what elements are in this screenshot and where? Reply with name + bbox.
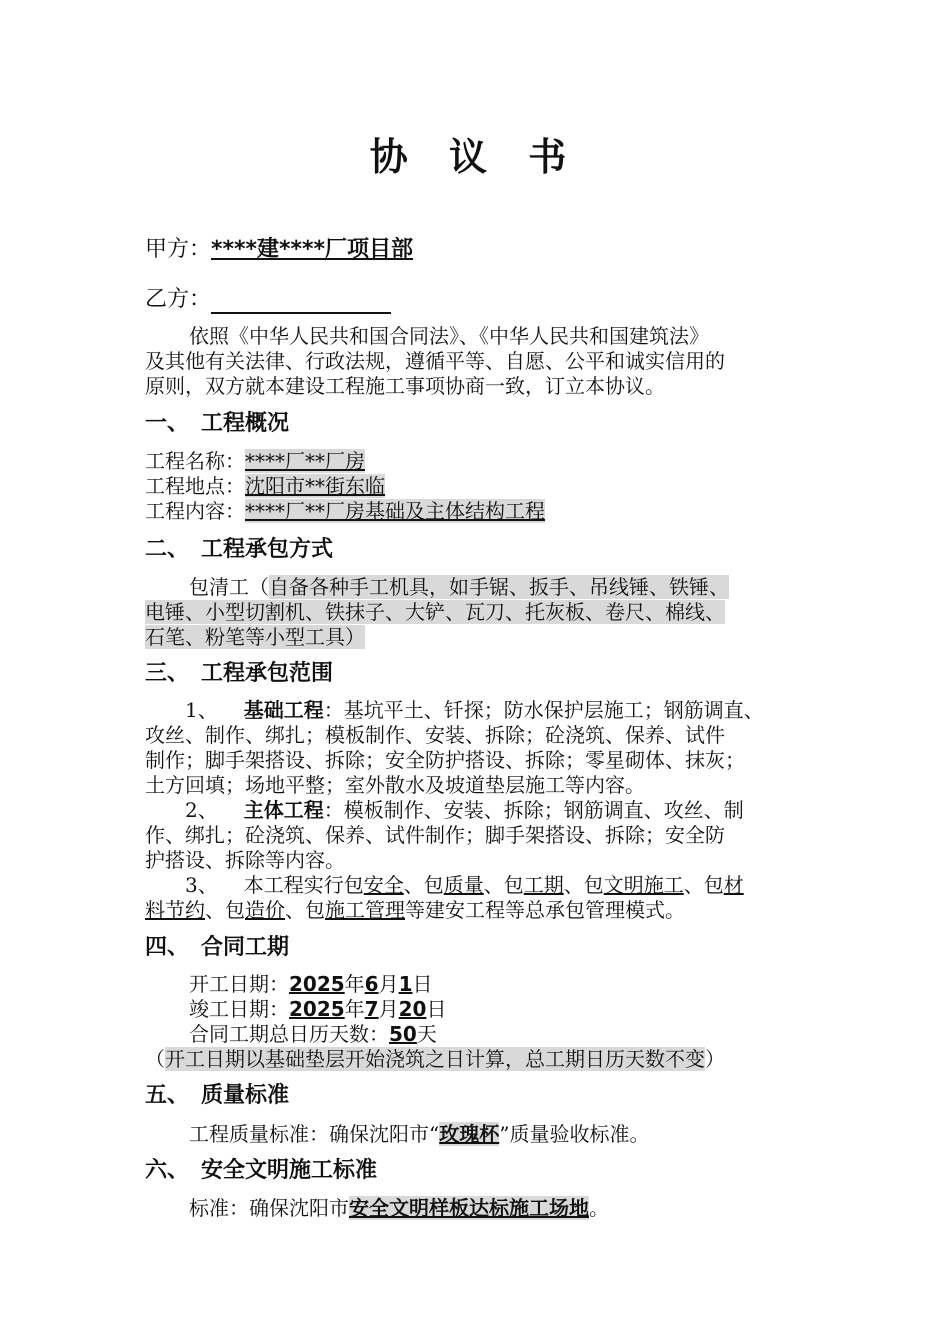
- section-4-heading: 四、 合同工期: [145, 935, 290, 960]
- start-month: 6: [364, 972, 379, 996]
- section-1-heading: 一、 工程概况: [145, 411, 290, 436]
- project-content-line: 工程内容：****厂**厂房基础及主体结构工程: [145, 499, 545, 523]
- scope-item-1-line-3: 制作；脚手架搭设、拆除；安全防护搭设、拆除；零星砌体、抹灰；: [145, 748, 745, 772]
- scope-item-1-line-4: 土方回填；场地平整；室外散水及坡道垫层施工等内容。: [145, 773, 645, 797]
- project-content-value: ****厂**厂房基础及主体结构工程: [245, 499, 545, 523]
- contract-mode-line-3: 石笔、粉笔等小型工具）: [145, 625, 365, 649]
- intro-line-2: 及其他有关法律、行政法规，遵循平等、自愿、公平和诚实信用的: [145, 349, 725, 373]
- scope-item-3-line-2: 料节约、包造价、包施工管理等建安工程等总承包管理模式。: [145, 898, 685, 922]
- scope-item-2-line-1: 2、 主体工程：模板制作、安装、拆除；钢筋调直、攻丝、制: [185, 798, 744, 822]
- contract-mode-line-2: 电锤、小型切割机、铁抹子、大铲、瓦刀、托灰板、卷尺、棉线、: [145, 600, 725, 624]
- scope-item-1-line-1: 1、 基础工程：基坑平土、钎探；防水保护层施工；钢筋调直、: [185, 698, 764, 722]
- start-date-line: 开工日期：2025年6月1日: [189, 972, 433, 996]
- total-days-line: 合同工期总日历天数：50天: [189, 1022, 437, 1046]
- total-days: 50: [389, 1022, 417, 1046]
- safety-standard-value: 安全文明样板达标施工场地: [349, 1196, 589, 1220]
- quality-standard-line: 工程质量标准：确保沈阳市“玫瑰杯”质量验收标准。: [189, 1122, 650, 1146]
- document-title: 协 议 书: [369, 135, 581, 179]
- party-a-line: [145, 236, 815, 264]
- scope-item-2-line-2: 作、绑扎；砼浇筑、保养、试件制作；脚手架搭设、拆除；安全防: [145, 823, 725, 847]
- section-3-heading: 三、 工程承包范围: [145, 661, 334, 686]
- section-6-heading: 六、 安全文明施工标准: [145, 1158, 378, 1183]
- intro-line-1: 依照《中华人民共和国合同法》、《中华人民共和国建筑法》: [189, 324, 709, 348]
- contract-mode-line-1: 包清工（自备各种手工机具，如手锯、扳手、吊线锤、铁锤、: [189, 575, 729, 599]
- party-b-label: 乙方：: [145, 287, 212, 312]
- end-date-line: 竣工日期：2025年7月20日: [189, 997, 447, 1021]
- start-day: 1: [398, 972, 413, 996]
- start-year: 2025: [289, 972, 345, 996]
- party-b-line: [145, 286, 815, 314]
- scope-item-2-line-3: 护搭设、拆除等内容。: [145, 848, 345, 872]
- project-name-line: 工程名称：****厂**厂房: [145, 449, 365, 473]
- scope-item-1-line-2: 攻丝、制作、绑扎；模板制作、安装、拆除；砼浇筑、保养、试件: [145, 723, 725, 747]
- duration-note-line: （开工日期以基础垫层开始浇筑之日计算，总工期日历天数不变）: [145, 1047, 725, 1071]
- project-place-line: 工程地点：沈阳市**街东临: [145, 474, 385, 498]
- project-place-value: 沈阳市**街东临: [245, 474, 385, 498]
- end-year: 2025: [289, 997, 345, 1021]
- intro-line-3: 原则，双方就本建设工程施工事项协商一致，订立本协议。: [145, 374, 665, 398]
- section-5-heading: 五、 质量标准: [145, 1083, 290, 1108]
- party-a-value: ****建****厂项目部: [211, 237, 414, 262]
- project-name-value: ****厂**厂房: [245, 449, 365, 473]
- party-b-blank: [211, 290, 391, 314]
- quality-award: 玫瑰杯: [439, 1122, 500, 1146]
- safety-standard-line: 标准：确保沈阳市安全文明样板达标施工场地。: [189, 1196, 609, 1220]
- end-month: 7: [364, 997, 379, 1021]
- end-day: 20: [398, 997, 427, 1021]
- party-a-label: 甲方：: [145, 237, 212, 262]
- scope-item-3-line-1: 3、 本工程实行包安全、包质量、包工期、包文明施工、包材: [185, 873, 744, 897]
- section-2-heading: 二、 工程承包方式: [145, 537, 334, 562]
